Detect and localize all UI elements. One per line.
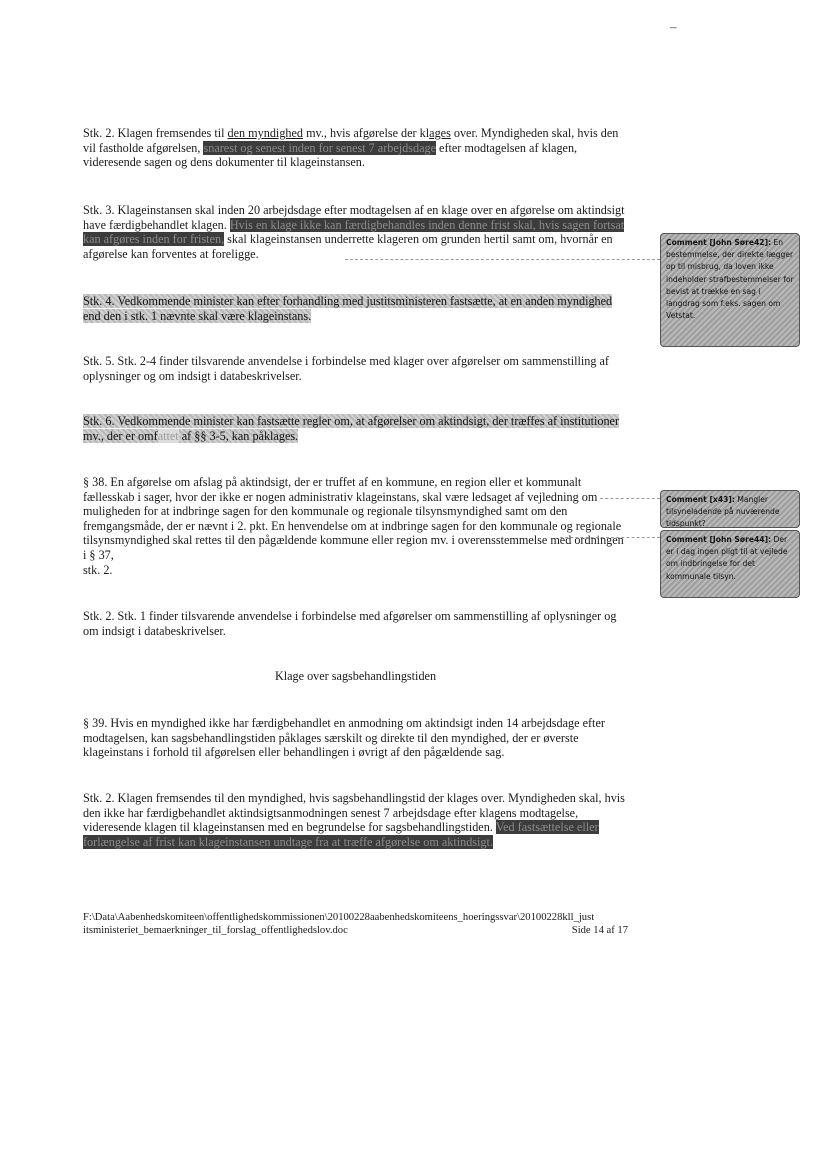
text: Stk. 5. Stk. 2-4 finder tilsvarende anvendelse i forbindelse med klager over afgørelser om sammenstilling af oplysninger og om indsigt i databeskrivelser. xyxy=(83,354,609,383)
deleted-text-highlight: Hvis en klage ikke kan færdigbehandles inden denne frist skal, hvis sagen fortsat kan afgøres inden for fristen, xyxy=(83,217,625,247)
comment-connector xyxy=(560,537,660,538)
text: over. Myndigheden skal, hvis den vil fastholde afgørelsen, xyxy=(83,126,619,155)
text: stk. 2. xyxy=(83,562,113,577)
paragraph-stk5 xyxy=(83,354,628,383)
section-heading: Klage over sagsbehandlingstiden xyxy=(274,669,437,683)
text: efter modtagelsen af klagen, videresende sagen og dens dokumenter til klageinstansen. xyxy=(83,140,578,170)
text: skal klageinstansen underrette klageren om grunden hertil samt om, hvornår en afgørelse kan forventes at foreligge. xyxy=(83,232,613,261)
deleted-text: attet xyxy=(157,428,179,443)
paragraph-38-stk2 xyxy=(83,609,628,638)
paragraph-39-stk2 xyxy=(83,791,628,849)
paragraph-stk6 xyxy=(83,414,628,443)
comment-author: Comment [John Søre44]: xyxy=(666,535,772,544)
comment-author: Comment [John Søre42]: xyxy=(666,238,772,247)
paragraph-stk3 xyxy=(83,203,628,261)
text: § 39. Hvis en myndighed ikke har færdigbehandlet en anmodning om aktindsigt inden 14 arbejdsdage efter modtagelsen, kan sagsbehandlingstiden påklages særskilt og direkte til den myndighed, der er øverste klageinstans i forhold til afgørelsen eller behandlingen i øvrigt af den pågældende sag. xyxy=(83,716,605,760)
tracked-underline: ages xyxy=(429,126,451,140)
paragraph-38 xyxy=(83,475,628,577)
comment-author: Comment [x43]: xyxy=(666,495,735,504)
text: Stk. 2. Klagen fremsendes til den myndighed, hvis sagsbehandlingstid der klages over. Myndigheden skal, hvis den ikke har færdigbehandlet aktindsigtsanmodningen senest 7 arbejdsdage efter klagens modtagelse, videresende klagen til klageinstansen med en begrundelse for sagsbehandlingstiden. xyxy=(83,791,625,835)
text: Stk. 2. Klagen fremsendes til xyxy=(83,126,228,140)
tracked-underline: den myndighed xyxy=(227,126,304,140)
text: mv., hvis afgørelse der kl xyxy=(303,126,430,140)
comment-connector xyxy=(345,259,660,260)
file-path: F:\Data\Aabenhedskomiteen\offentlighedskommissionen\20100228aabenhedskomiteens_hoeringssvar\20100228kll_just xyxy=(83,912,595,923)
deleted-text-highlight: snarest og senest inden for senest 7 arbejdsdage xyxy=(203,140,436,155)
commented-text-highlight: Stk. 4. Vedkommende minister kan efter forhandling med justitsministeren fastsætte, at en anden myndighed end den i stk. 1 nævnte skal være klageinstans. xyxy=(83,294,613,323)
page-number: Side 14 af 17 xyxy=(571,925,628,936)
comment-balloon[interactable] xyxy=(660,530,800,598)
comment-balloon[interactable] xyxy=(660,233,800,347)
commented-text-highlight: af §§ 3-5, kan påklages. xyxy=(178,428,299,443)
paragraph-39 xyxy=(83,716,628,760)
deleted-text-highlight: Ved fastsættelse eller forlængelse af frist kan klageinstansen undtage fra at træffe afgørelse om aktindsigt. xyxy=(83,820,599,849)
text: Stk. 3. Klageinstansen skal inden 20 arbejdsdage efter modtagelsen af en klage over en afgørelse om aktindsigt have færdigbehandlet klagen. xyxy=(83,203,625,232)
file-path: itsministeriet_bemaerkninger_til_forslag_offentlighedslov.doc xyxy=(83,925,348,936)
paragraph-stk2-klage xyxy=(83,126,628,170)
text: Stk. 2. Stk. 1 finder tilsvarende anvendelse i forbindelse med afgørelser om sammenstilling af oplysninger og om indsigt i databeskrivelser. xyxy=(83,609,617,638)
text: § 38. En afgørelse om afslag på aktindsigt, der er truffet af en kommune, en region eller et kommunalt fællesskab i sager, hvor der ikke er nogen administrativ klageinstans, skal være ledsaget af vejledning om muligheden for at indbringe sagen for den kommunale og regionale tilsynsmyndighed samt om den fremgangsmåde, der er nævnt i 2. pkt. En henvendelse om at indbringe sagen for den kommunale og regionale tilsynsmyndighed skal rettes til den pågældende kommune eller region mv. i overensstemmelse med ordningen i § 37, xyxy=(83,475,624,562)
comment-connector xyxy=(600,498,660,499)
comment-body: Mangler tilsyneladende på nuværende tidspunkt? xyxy=(666,495,780,529)
page-footer xyxy=(83,911,628,937)
comment-body: En bestemmelse, der direkte lægger op til misbrug, da loven ikke indeholder strafbestemmelser for bevist at trække en sag i langdrag som f.eks. sagen om Vetstat. xyxy=(666,238,794,321)
comment-body: Der er i dag ingen pligt til at vejlede om indbringelse for det kommunale tilsyn. xyxy=(666,535,788,581)
comment-balloon[interactable] xyxy=(660,490,800,528)
commented-text-highlight: Stk. 6. Vedkommende minister kan fastsætte regler om, at afgørelser om aktindsigt, der træffes af institutioner mv., der er omf xyxy=(83,414,620,443)
paragraph-stk4 xyxy=(83,294,628,323)
corner-mark: – xyxy=(670,19,677,34)
